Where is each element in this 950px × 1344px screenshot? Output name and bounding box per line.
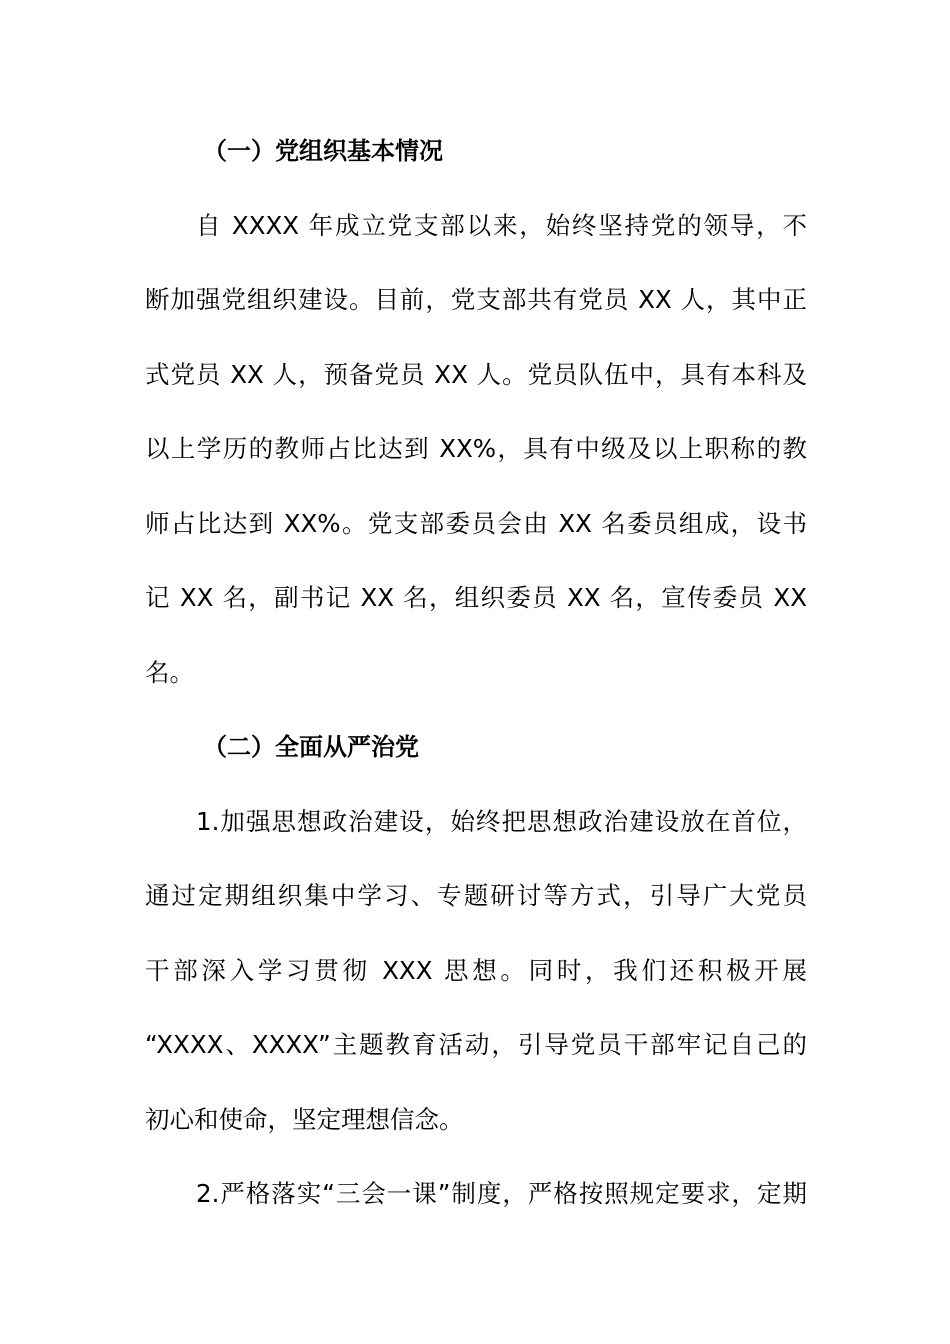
- paragraph-line: 师占比达到 XX%。党支部委员会由 XX 名委员组成，设书: [145, 508, 807, 538]
- section-heading-strict-governance: （二）全面从严治党: [203, 733, 419, 761]
- paragraph-line: 名。: [145, 657, 194, 687]
- paragraph-line: 通过定期组织集中学习、专题研讨等方式，引导广大党员: [145, 881, 807, 910]
- paragraph-line: 初心和使命，坚定理想信念。: [145, 1104, 464, 1134]
- paragraph-line: 以上学历的教师占比达到 XX%，具有中级及以上职称的教: [145, 434, 807, 463]
- paragraph-line: 记 XX 名，副书记 XX 名，组织委员 XX 名，宣传委员 XX: [145, 583, 807, 612]
- section-heading-party-organization: （一）党组织基本情况: [203, 137, 443, 165]
- paragraph-line: 2.严格落实“三会一课”制度，严格按照规定要求，定期: [196, 1179, 807, 1208]
- paragraph-line: 1.加强思想政治建设，始终把思想政治建设放在首位，: [196, 806, 807, 836]
- document-body: [145, 114, 807, 1232]
- paragraph-line: 断加强党组织建设。目前，党支部共有党员 XX 人，其中正: [145, 285, 807, 314]
- paragraph-line: 自 XXXX 年成立党支部以来，始终坚持党的领导，不: [196, 210, 807, 240]
- paragraph-line: 式党员 XX 人，预备党员 XX 人。党员队伍中，具有本科及: [145, 359, 807, 389]
- paragraph-line: “XXXX、XXXX”主题教育活动，引导党员干部牢记自己的: [145, 1030, 807, 1059]
- paragraph-line: 干部深入学习贯彻 XXX 思想。同时，我们还积极开展: [145, 955, 807, 985]
